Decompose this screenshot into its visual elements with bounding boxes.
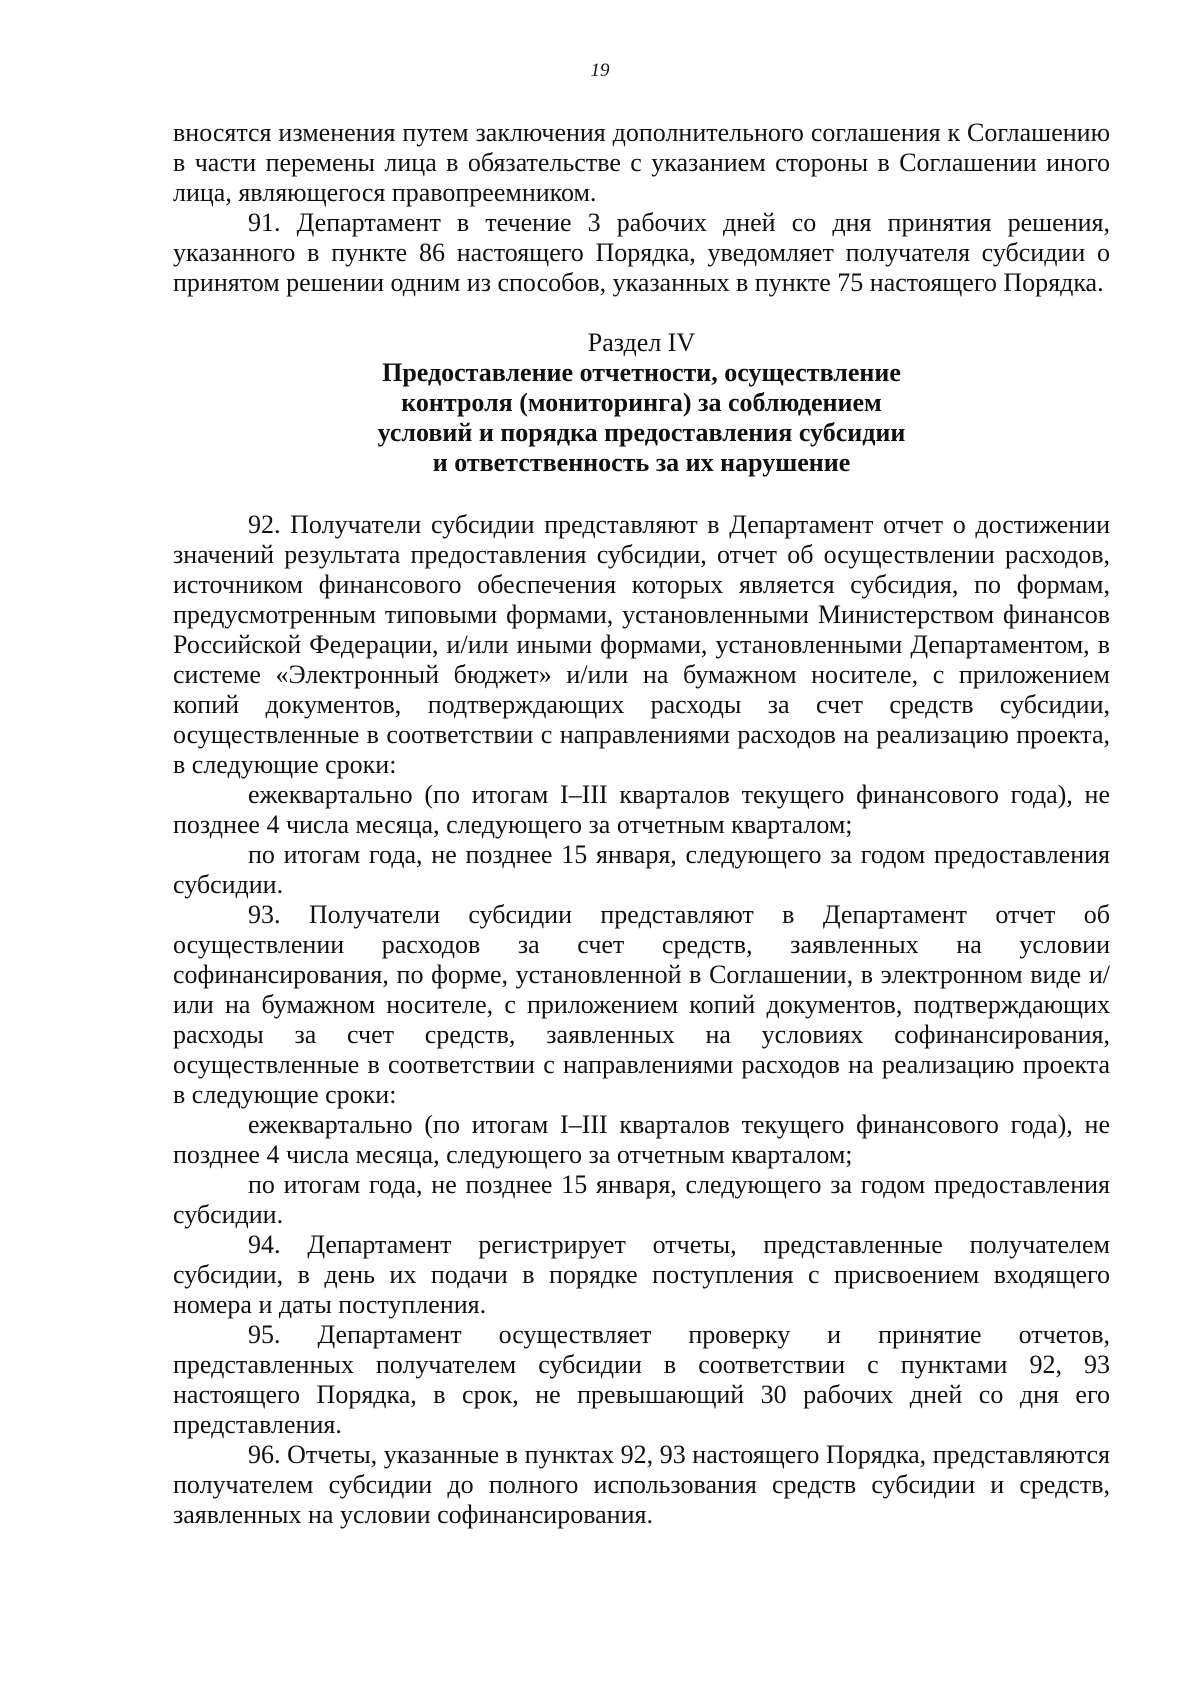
paragraph-93: 93. Получатели субсидии представляют в Департамент отчет об осуществлении расходов за счет средств, заявленных на условии софинансирования, по форме, установленной в Соглашении, в электронном виде и/или на бумажном носителе, с приложением копий документов, подтверждающих расходы за счет средств, заявленных на условиях софинансирования, осуществленные в соответствии с направлениями расходов на реализацию проекта в следующие сроки: bbox=[173, 900, 1110, 1109]
paragraph-92: 92. Получатели субсидии представляют в Департамент отчет о достижении значений результата предоставления субсидии, отчет об осуществлении расходов, источником финансового обеспечения которых является субсидия, по формам, предусмотренным типовыми формами, установленными Министерством финансов Российской Федерации, и/или иными формами, установленными Департаментом, в системе «Электронный бюджет» и/или на бумажном носителе, с приложением копий документов, подтверждающих расходы за счет средств субсидии, осуществленные в соответствии с направлениями расходов на реализацию проекта, в следующие сроки: bbox=[173, 510, 1110, 779]
paragraph-92-annual: по итогам года, не позднее 15 января, следующего за годом предоставления субсидии. bbox=[173, 840, 1110, 899]
section-title-line: контроля (мониторинга) за соблюдением bbox=[401, 388, 882, 417]
paragraph-93-annual: по итогам года, не позднее 15 января, следующего за годом предоставления субсидии. bbox=[173, 1170, 1110, 1229]
paragraph-92-quarterly: ежеквартально (по итогам I–III кварталов текущего финансового года), не позднее 4 числа месяца, следующего за отчетным кварталом; bbox=[173, 780, 1110, 839]
section-heading bbox=[173, 328, 1110, 478]
section-label: Раздел IV bbox=[587, 328, 696, 357]
paragraph-94: 94. Департамент регистрирует отчеты, представленные получателем субсидии, в день их подачи в порядке поступления с присвоением входящего номера и даты поступления. bbox=[173, 1230, 1110, 1319]
section-title bbox=[173, 358, 1110, 478]
section-title-line: Предоставление отчетности, осуществление bbox=[382, 358, 901, 387]
paragraph-93-quarterly: ежеквартально (по итогам I–III кварталов текущего финансового года), не позднее 4 числа месяца, следующего за отчетным кварталом; bbox=[173, 1110, 1110, 1169]
section-title-line: и ответственность за их нарушение bbox=[432, 448, 851, 477]
document-body bbox=[173, 118, 1110, 1530]
paragraph-91: 91. Департамент в течение 3 рабочих дней со дня принятия решения, указанного в пункте 86 настоящего Порядка, уведомляет получателя субсидии о принятом решении одним из способов, указанных в пункте 75 настоящего Порядка. bbox=[173, 208, 1110, 297]
section-title-line: условий и порядка предоставления субсидии bbox=[377, 418, 906, 447]
paragraph-96: 96. Отчеты, указанные в пунктах 92, 93 настоящего Порядка, представляются получателем субсидии до полного использования средств субсидии и средств, заявленных на условии софинансирования. bbox=[173, 1440, 1110, 1529]
page-number: 19 bbox=[590, 60, 610, 81]
paragraph-95: 95. Департамент осуществляет проверку и принятие отчетов, представленных получателем субсидии в соответствии с пунктами 92, 93 настоящего Порядка, в срок, не превышающий 30 рабочих дней со дня его представления. bbox=[173, 1320, 1110, 1439]
paragraph-continuation: вносятся изменения путем заключения дополнительного соглашения к Соглашению в части перемены лица в обязательстве с указанием стороны в Соглашении иного лица, являющегося правопреемником. bbox=[173, 118, 1110, 207]
